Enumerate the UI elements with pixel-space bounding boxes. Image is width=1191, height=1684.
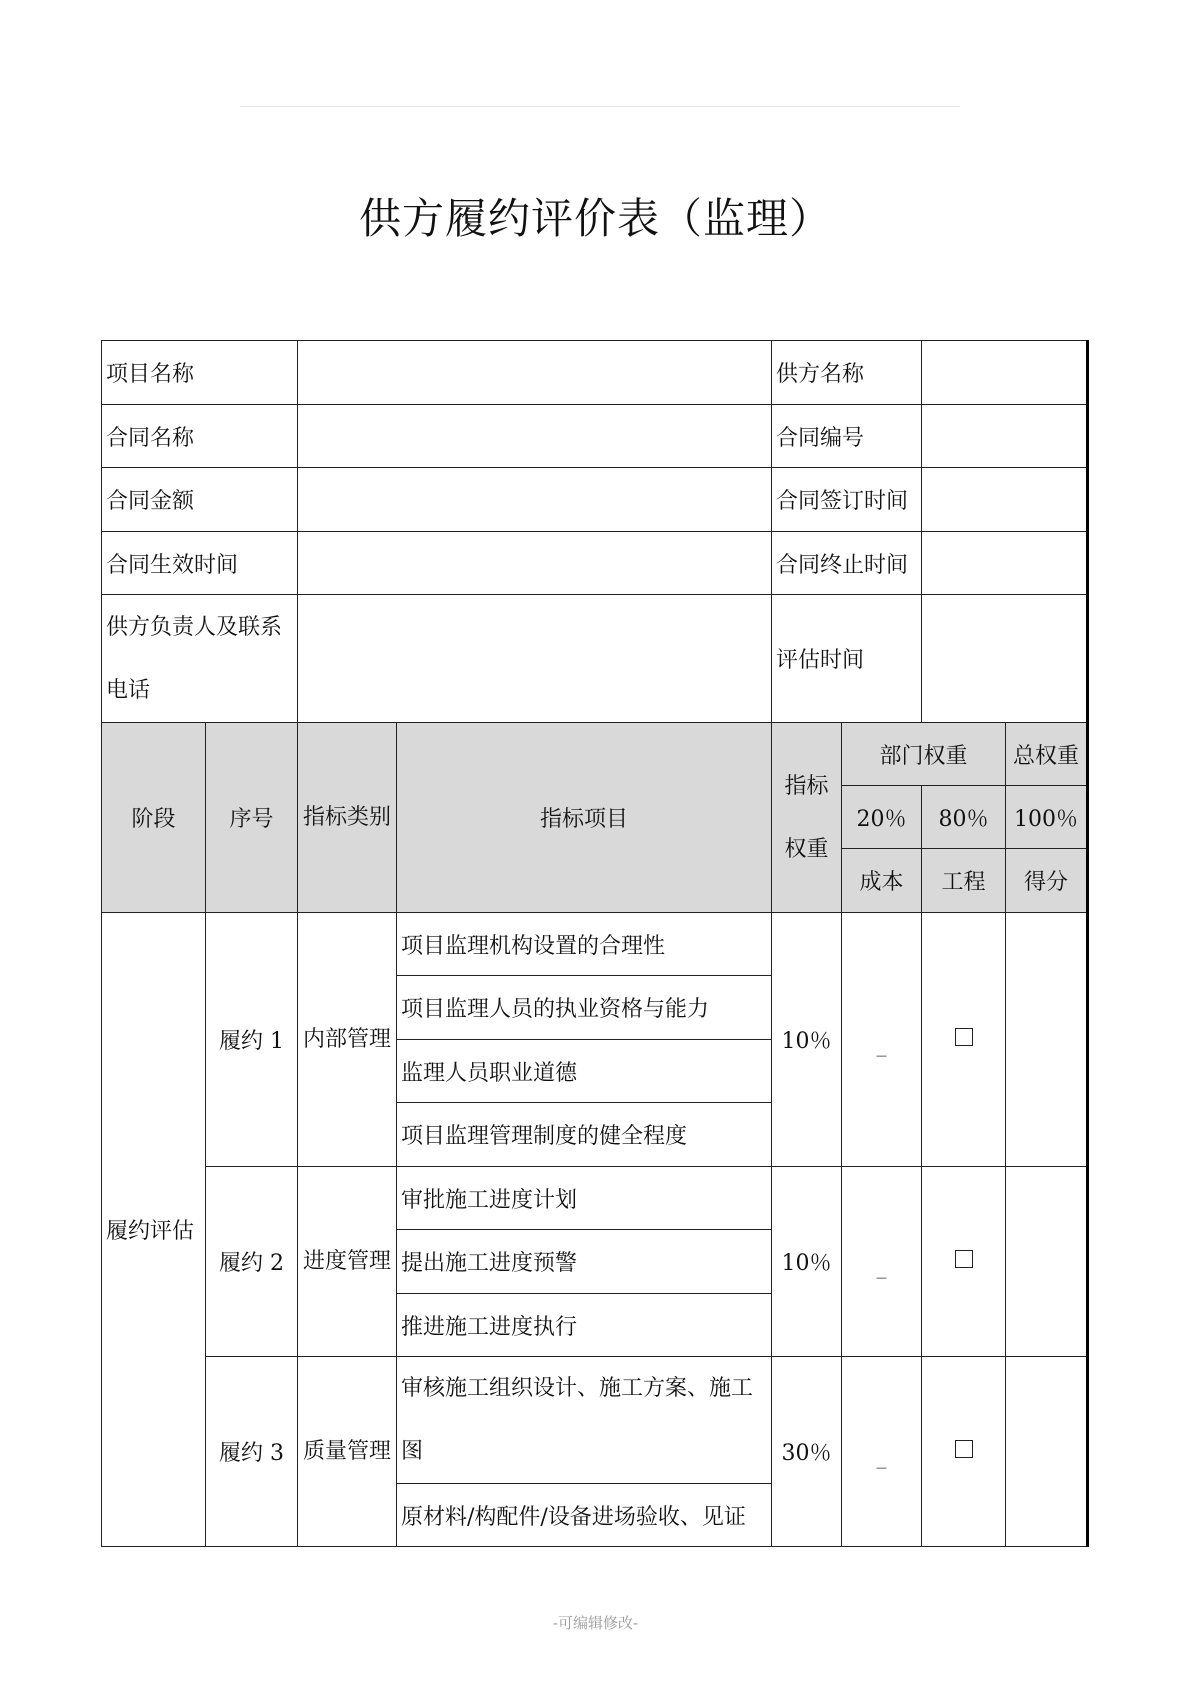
value-contact[interactable] (298, 595, 772, 723)
value-contract-amount[interactable] (298, 468, 772, 532)
eng-cell[interactable] (922, 913, 1006, 1167)
label-end-time: 合同终止时间 (772, 532, 922, 595)
cost-cell[interactable] (842, 1357, 922, 1547)
eng-cell[interactable] (922, 1167, 1006, 1357)
header-rule (240, 106, 960, 107)
value-supplier-name[interactable] (922, 341, 1088, 405)
label-eval-time: 评估时间 (772, 595, 922, 723)
group-category: 质量管理 (298, 1357, 397, 1547)
dash-mark: _ (876, 1033, 887, 1057)
header-pct-total: 100％ (1006, 786, 1088, 849)
cost-cell[interactable] (842, 913, 922, 1167)
dash-mark: _ (876, 1255, 887, 1279)
item-row: 推进施工进度执行 (397, 1294, 772, 1357)
header-score: 得分 (1006, 849, 1088, 913)
label-contact: 供方负责人及联系电话 (102, 595, 298, 723)
header-pct-eng: 80％ (922, 786, 1006, 849)
score-cell[interactable] (1006, 913, 1088, 1167)
label-contract-name: 合同名称 (102, 405, 298, 468)
group-category: 内部管理 (298, 913, 397, 1167)
score-cell[interactable] (1006, 1357, 1088, 1547)
label-supplier-name: 供方名称 (772, 341, 922, 405)
header-seq: 序号 (206, 723, 298, 913)
item-row: 项目监理管理制度的健全程度 (397, 1103, 772, 1167)
header-pct-cost: 20％ (842, 786, 922, 849)
label-contract-amount: 合同金额 (102, 468, 298, 532)
value-contract-name[interactable] (298, 405, 772, 468)
item-row: 提出施工进度预警 (397, 1230, 772, 1294)
value-project-name[interactable] (298, 341, 772, 405)
header-eng: 工程 (922, 849, 1006, 913)
header-category: 指标类别 (298, 723, 397, 913)
footer-note: -可编辑修改- (552, 1614, 639, 1632)
group-weight: 30％ (772, 1357, 842, 1547)
item-row: 监理人员职业道德 (397, 1040, 772, 1103)
header-cost: 成本 (842, 849, 922, 913)
checkbox-icon[interactable] (955, 1250, 973, 1268)
group-seq: 履约 1 (206, 913, 298, 1167)
group-seq: 履约 2 (206, 1167, 298, 1357)
header-total-weight: 总权重 (1006, 723, 1088, 786)
group-seq: 履约 3 (206, 1357, 298, 1547)
item-row: 原材料/构配件/设备进场验收、见证 (397, 1484, 772, 1547)
header-dept-weight: 部门权重 (842, 723, 1006, 786)
item-row: 项目监理人员的执业资格与能力 (397, 976, 772, 1040)
cost-cell[interactable] (842, 1167, 922, 1357)
group-weight: 10％ (772, 913, 842, 1167)
label-project-name: 项目名称 (102, 341, 298, 405)
checkbox-icon[interactable] (955, 1028, 973, 1046)
value-sign-time[interactable] (922, 468, 1088, 532)
page-title: 供方履约评价表（监理） (358, 194, 832, 243)
value-effective-time[interactable] (298, 532, 772, 595)
value-contract-no[interactable] (922, 405, 1088, 468)
score-cell[interactable] (1006, 1167, 1088, 1357)
header-weight: 指标权重 (772, 723, 842, 913)
item-row: 项目监理机构设置的合理性 (397, 913, 772, 976)
value-end-time[interactable] (922, 532, 1088, 595)
stage-cell: 履约评估 (102, 913, 206, 1547)
evaluation-form (101, 340, 1089, 1547)
checkbox-icon[interactable] (955, 1440, 973, 1458)
label-sign-time: 合同签订时间 (772, 468, 922, 532)
item-row: 审批施工进度计划 (397, 1167, 772, 1230)
group-weight: 10％ (772, 1167, 842, 1357)
label-effective-time: 合同生效时间 (102, 532, 298, 595)
eng-cell[interactable] (922, 1357, 1006, 1547)
header-item: 指标项目 (397, 723, 772, 913)
group-category: 进度管理 (298, 1167, 397, 1357)
label-contract-no: 合同编号 (772, 405, 922, 468)
header-stage: 阶段 (102, 723, 206, 913)
item-row: 审核施工组织设计、施工方案、施工图 (397, 1357, 772, 1484)
value-eval-time[interactable] (922, 595, 1088, 723)
dash-mark: _ (876, 1445, 887, 1469)
